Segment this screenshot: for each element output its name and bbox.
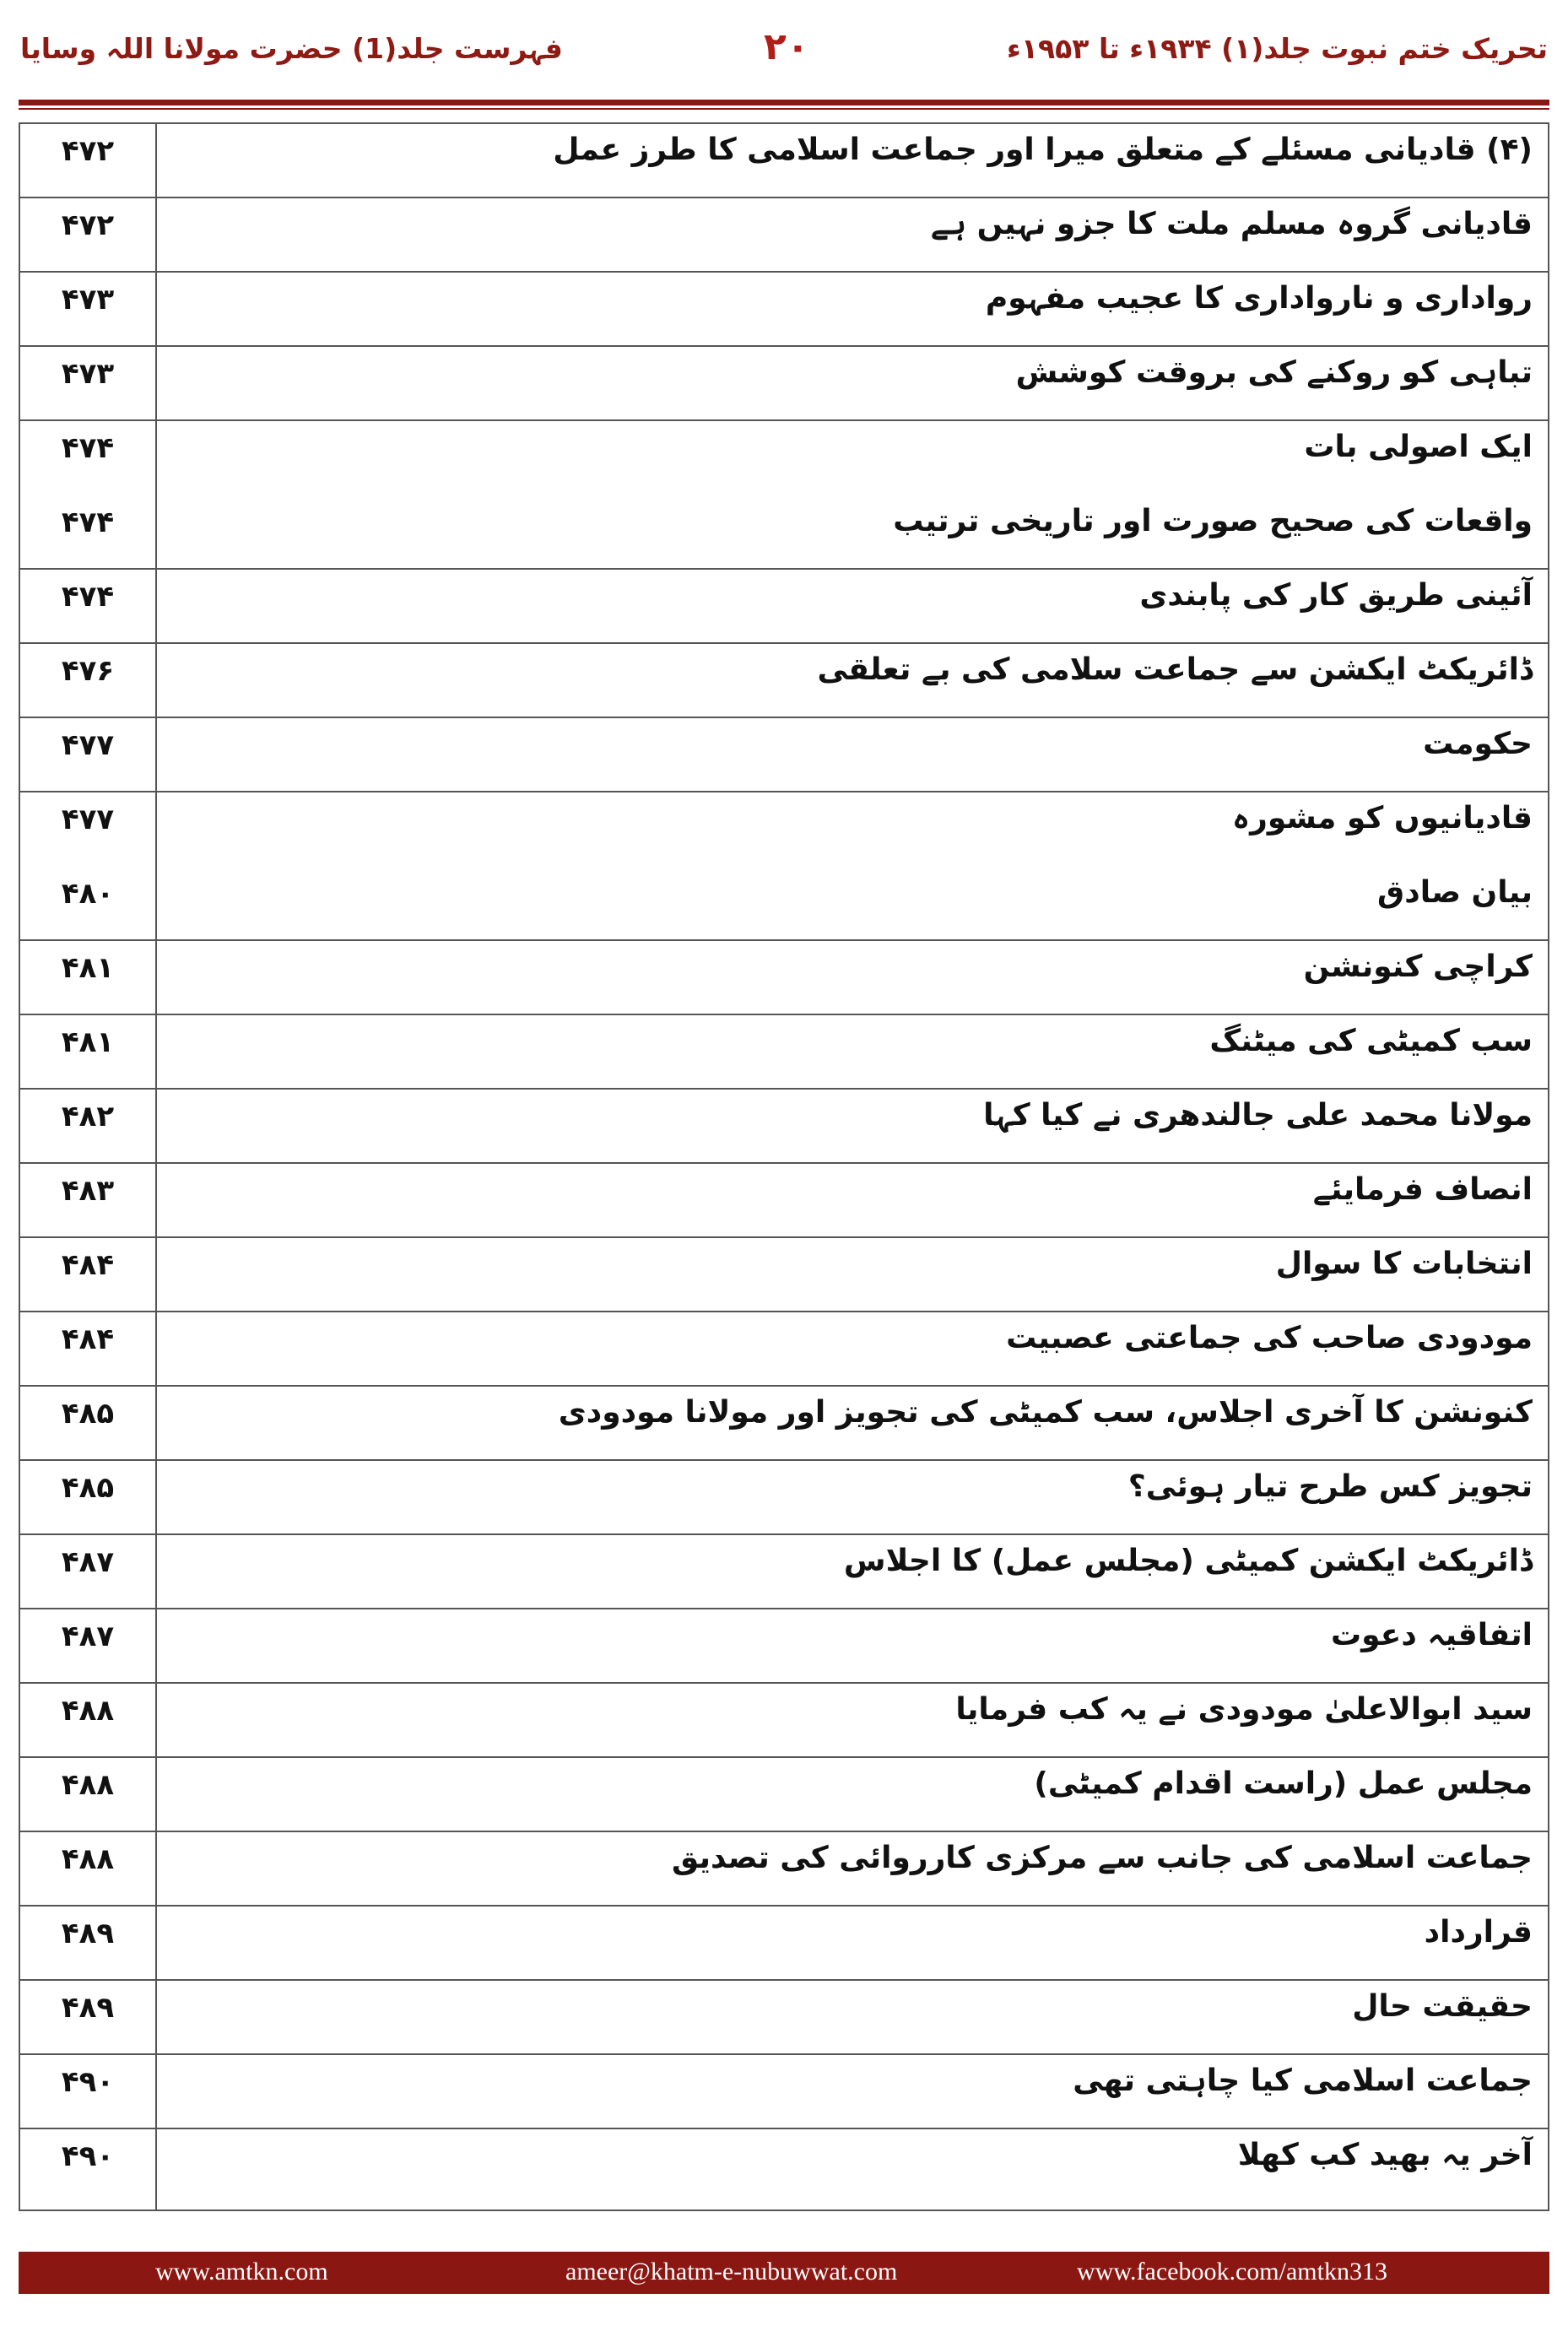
toc-entry-page: ۴۷۲: [61, 208, 115, 242]
facebook-link[interactable]: www.facebook.com/amtkn313: [1077, 2258, 1387, 2285]
toc-entry-title: سید ابوالاعلیٰ مودودی نے یہ کب فرمایا: [955, 1692, 1533, 1727]
toc-entry-page: ۴۸۷: [61, 1545, 115, 1579]
toc-entry-page: ۴۹۰: [61, 2139, 115, 2173]
toc-entry-title: ڈائریکٹ ایکشن کمیٹی (مجلس عمل) کا اجلاس: [843, 1544, 1533, 1578]
toc-entry-title: حکومت: [1423, 727, 1533, 761]
table-of-contents: [19, 122, 1549, 2211]
toc-entry-title: آئینی طریق کار کی پابندی: [1139, 578, 1533, 613]
toc-entry-page: ۴۸۷: [61, 1620, 115, 1653]
toc-row: [20, 1832, 1548, 1907]
toc-entry-page: ۴۸۸: [61, 1768, 115, 1802]
website-link[interactable]: www.amtkn.com: [155, 2258, 328, 2285]
toc-row: [20, 1015, 1548, 1090]
toc-entry-page: ۴۷۳: [61, 357, 115, 391]
toc-row: [20, 1684, 1548, 1758]
toc-entry-title: قادیانیوں کو مشورہ: [1232, 801, 1533, 836]
toc-entry-page: ۴۹۰: [61, 2065, 115, 2099]
toc-row: [20, 347, 1548, 421]
toc-entry-title: رواداری و نارواداری کا عجیب مفہوم: [985, 281, 1533, 316]
toc-row: [20, 198, 1548, 273]
toc-entry-title: ایک اصولی بات: [1304, 430, 1533, 464]
header-rule-thick: [19, 100, 1549, 105]
toc-row: [20, 1312, 1548, 1387]
toc-entry-page: ۴۸۹: [61, 1917, 115, 1950]
toc-row: [20, 1461, 1548, 1535]
toc-entry-page: ۴۷۷: [61, 803, 115, 836]
toc-entry-title: مجلس عمل (راست اقدام کمیٹی): [1034, 1766, 1533, 1801]
toc-row: [20, 273, 1548, 347]
toc-entry-page: ۴۷۶: [61, 654, 115, 688]
toc-entry-page: ۴۸۲: [61, 1100, 115, 1133]
toc-entry-title: کنونشن کا آخری اجلاس، سب کمیٹی کی تجویز اور مولانا مودودی: [558, 1395, 1533, 1430]
toc-row: [20, 941, 1548, 1015]
toc-entry-page: ۴۸۸: [61, 1842, 115, 1876]
page-header: [0, 0, 1568, 100]
toc-entry-page: ۴۸۱: [61, 951, 115, 985]
toc-row: [20, 1090, 1548, 1164]
toc-row: [20, 1758, 1548, 1832]
toc-entry-title: انصاف فرمایئے: [1312, 1172, 1533, 1207]
toc-row: [20, 644, 1548, 718]
toc-entry-title: سب کمیٹی کی میٹنگ: [1209, 1024, 1533, 1058]
toc-row: [20, 718, 1548, 792]
email-link[interactable]: ameer@khatm-e-nubuwwat.com: [565, 2258, 898, 2285]
toc-row: [20, 1238, 1548, 1312]
toc-entry-page: ۴۷۷: [61, 728, 115, 762]
toc-entry-page: ۴۷۲: [61, 134, 115, 168]
toc-entry-title: تباہی کو روکنے کی بروقت کوشش: [1015, 355, 1533, 390]
toc-entry-page: ۴۸۰: [61, 877, 115, 911]
toc-entry-page: ۴۷۴: [61, 580, 115, 614]
toc-row: [20, 1609, 1548, 1684]
toc-row: [20, 1981, 1548, 2055]
toc-entry-title: حقیقت حال: [1352, 1989, 1533, 2024]
toc-entry-page: ۴۷۴: [61, 506, 115, 539]
toc-entry-title: بیان صادق: [1377, 875, 1533, 910]
page-footer: [19, 2252, 1549, 2294]
toc-entry-title: مولانا محمد علی جالندھری نے کیا کہا: [983, 1098, 1533, 1133]
toc-row: [20, 1387, 1548, 1461]
header-rule-thin: [19, 108, 1549, 110]
toc-row: [20, 1164, 1548, 1238]
toc-entry-title: قرارداد: [1424, 1915, 1533, 1950]
toc-row: [20, 495, 1548, 570]
book-title: تحریک ختم نبوت جلد(۱) ۱۹۳۴ء تا ۱۹۵۳ء: [1007, 32, 1548, 65]
toc-entry-title: ڈائریکٹ ایکشن سے جماعت سلامی کی بے تعلقی: [817, 652, 1533, 687]
toc-row: [20, 2129, 1548, 2204]
toc-entry-page: ۴۸۵: [61, 1471, 115, 1505]
toc-entry-page: ۴۷۴: [61, 431, 115, 465]
index-label: فہرست جلد(1) حضرت مولانا اللہ وسایا: [20, 32, 563, 65]
toc-row: [20, 421, 1548, 495]
toc-row: [20, 1907, 1548, 1981]
toc-row: [20, 124, 1548, 198]
toc-entry-title: مودودی صاحب کی جماعتی عصبیت: [1006, 1321, 1533, 1355]
toc-entry-title: جماعت اسلامی کی جانب سے مرکزی کارروائی کی تصدیق: [672, 1841, 1533, 1875]
toc-entry-title: جماعت اسلامی کیا چاہتی تھی: [1073, 2063, 1533, 2098]
toc-entry-page: ۴۸۴: [61, 1322, 115, 1356]
toc-entry-title: تجویز کس طرح تیار ہوئی؟: [1127, 1469, 1533, 1504]
toc-entry-title: واقعات کی صحیح صورت اور تاریخی ترتیب: [893, 504, 1533, 538]
toc-entry-page: ۴۸۹: [61, 1991, 115, 2025]
toc-entry-page: ۴۷۳: [61, 283, 115, 316]
toc-row: [20, 2055, 1548, 2129]
toc-entry-page: ۴۸۱: [61, 1025, 115, 1059]
toc-entry-page: ۴۸۴: [61, 1248, 115, 1282]
toc-entry-page: ۴۸۵: [61, 1397, 115, 1431]
toc-row: [20, 867, 1548, 941]
toc-entry-page: ۴۸۳: [61, 1174, 115, 1208]
toc-entry-title: قادیانی گروہ مسلم ملت کا جزو نہیں ہے: [930, 207, 1533, 241]
toc-row: [20, 1535, 1548, 1609]
toc-row: [20, 792, 1548, 867]
toc-entry-title: (۴) قادیانی مسئلے کے متعلق میرا اور جماعت اسلامی کا طرز عمل: [553, 133, 1533, 167]
toc-entry-page: ۴۸۸: [61, 1694, 115, 1728]
toc-row: [20, 570, 1548, 644]
page-number: ۲۰: [764, 25, 809, 68]
toc-entry-title: انتخابات کا سوال: [1275, 1247, 1533, 1281]
toc-entry-title: کراچی کنونشن: [1303, 949, 1533, 984]
toc-entry-title: آخر یہ بھید کب کھلا: [1237, 2138, 1533, 2172]
toc-entry-title: اتفاقیہ دعوت: [1331, 1618, 1533, 1652]
